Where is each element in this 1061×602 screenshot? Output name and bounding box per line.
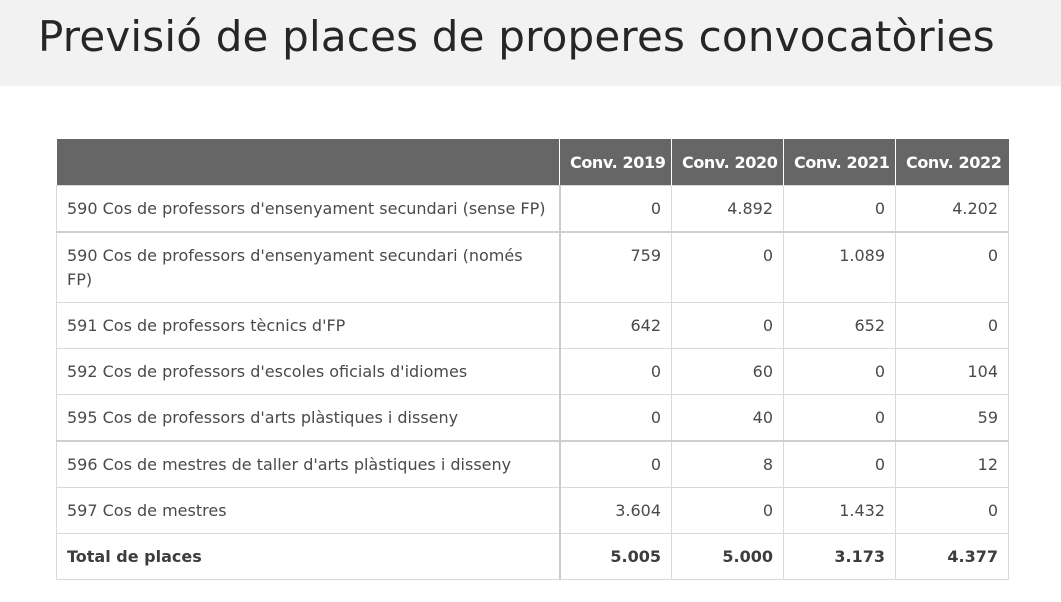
cell-value: 0 — [560, 186, 672, 233]
cell-value: 652 — [784, 303, 896, 349]
table-row — [57, 232, 1009, 303]
cell-value: 0 — [896, 232, 1009, 303]
cell-value: 0 — [560, 349, 672, 395]
table-row — [57, 441, 1009, 488]
cell-value: 4.202 — [896, 186, 1009, 233]
cell-value: 0 — [560, 441, 672, 488]
cell-value: 0 — [784, 395, 896, 442]
cell-value: 0 — [672, 232, 784, 303]
places-table — [56, 139, 1009, 580]
row-label: 595 Cos de professors d'arts plàstiques i disseny — [57, 395, 560, 442]
cell-value: 0 — [672, 488, 784, 534]
table-row — [57, 488, 1009, 534]
table-row — [57, 349, 1009, 395]
cell-value: 4.892 — [672, 186, 784, 233]
cell-value: 8 — [672, 441, 784, 488]
title-band — [0, 0, 1061, 86]
table-header-row — [57, 139, 1009, 186]
cell-value: 3.604 — [560, 488, 672, 534]
row-label: 597 Cos de mestres — [57, 488, 560, 534]
header-cell-conv-2020: Conv. 2020 — [672, 139, 784, 186]
total-value: 4.377 — [896, 534, 1009, 580]
cell-value: 59 — [896, 395, 1009, 442]
cell-value: 759 — [560, 232, 672, 303]
cell-value: 40 — [672, 395, 784, 442]
cell-value: 60 — [672, 349, 784, 395]
header-cell-conv-2021: Conv. 2021 — [784, 139, 896, 186]
cell-value: 12 — [896, 441, 1009, 488]
cell-value: 0 — [784, 441, 896, 488]
total-label: Total de places — [57, 534, 560, 580]
total-row — [57, 534, 1009, 580]
header-cell-label — [57, 139, 560, 186]
table-row — [57, 186, 1009, 233]
cell-value: 104 — [896, 349, 1009, 395]
row-label: 591 Cos de professors tècnics d'FP — [57, 303, 560, 349]
cell-value: 0 — [896, 488, 1009, 534]
header-cell-conv-2019: Conv. 2019 — [560, 139, 672, 186]
row-label: 592 Cos de professors d'escoles oficials d'idiomes — [57, 349, 560, 395]
cell-value: 0 — [784, 349, 896, 395]
cell-value: 0 — [784, 186, 896, 233]
cell-value: 0 — [672, 303, 784, 349]
total-value: 5.005 — [560, 534, 672, 580]
cell-value: 0 — [560, 395, 672, 442]
places-table-container — [56, 139, 1008, 580]
table-row — [57, 303, 1009, 349]
table-row — [57, 395, 1009, 442]
row-label: 596 Cos de mestres de taller d'arts plàstiques i disseny — [57, 441, 560, 488]
total-value: 5.000 — [672, 534, 784, 580]
page-title: Previsió de places de properes convocatòries — [38, 12, 995, 61]
total-value: 3.173 — [784, 534, 896, 580]
header-cell-conv-2022: Conv. 2022 — [896, 139, 1009, 186]
cell-value: 1.432 — [784, 488, 896, 534]
row-label: 590 Cos de professors d'ensenyament secundari (sense FP) — [57, 186, 560, 233]
cell-value: 1.089 — [784, 232, 896, 303]
row-label: 590 Cos de professors d'ensenyament secundari (només FP) — [57, 232, 560, 303]
cell-value: 0 — [896, 303, 1009, 349]
cell-value: 642 — [560, 303, 672, 349]
